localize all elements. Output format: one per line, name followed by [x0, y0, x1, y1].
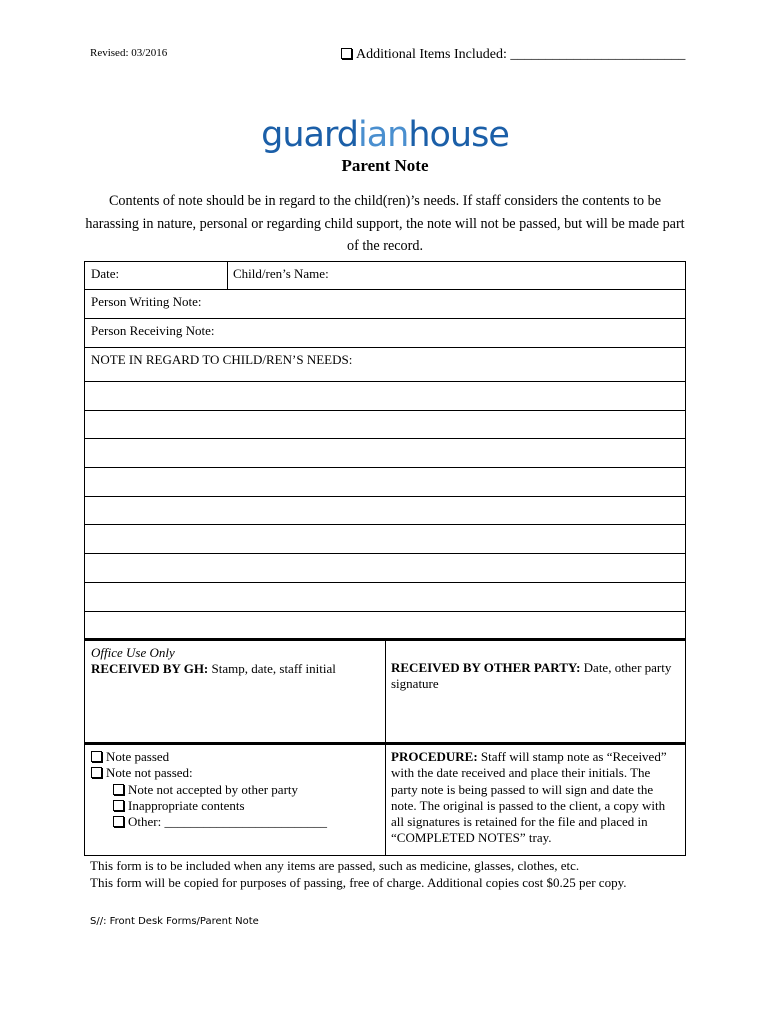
revised-date: Revised: 03/2016 [90, 47, 168, 59]
footer-line-2: This form will be copied for purposes of passing, free of charge. Additional copies cost $0.25 per copy. [90, 875, 627, 890]
intro-text: Contents of note should be in regard to the child(ren)’s needs. If staff considers the contents to be harassing in nature, personal or regarding child support, the note will not be passed, but will be made part of the record. [85, 193, 685, 254]
received-other-text: Date, other party signature [391, 660, 672, 692]
checkbox-icon[interactable] [113, 816, 124, 827]
note-line[interactable] [85, 411, 685, 440]
note-form [84, 261, 686, 641]
note-not-passed-label: Note not passed: [106, 765, 193, 781]
date-children-row [85, 262, 685, 290]
additional-items-checkbox[interactable] [341, 48, 352, 59]
additional-items-label: Additional Items Included: _________________________ [356, 47, 686, 62]
note-line[interactable] [85, 525, 685, 554]
checkbox-icon[interactable] [113, 784, 124, 795]
cell-divider [227, 262, 228, 289]
footer-notes [90, 857, 626, 891]
note-not-passed-option[interactable] [91, 765, 327, 781]
document-path: S//: Front Desk Forms/Parent Note [90, 916, 259, 927]
note-line[interactable] [85, 497, 685, 526]
received-gh-text: Stamp, date, staff initial [208, 661, 336, 676]
footer-line-1: This form is to be included when any items are passed, such as medicine, glasses, clothes, etc. [90, 858, 580, 873]
checkbox-icon[interactable] [113, 800, 124, 811]
office-use-label: Office Use Only [91, 645, 175, 660]
logo-part-2: ian [357, 115, 409, 155]
guardian-house-logo [0, 115, 770, 155]
pass-status-list [91, 749, 327, 830]
procedure-text [391, 749, 677, 847]
checkbox-icon[interactable] [91, 767, 102, 778]
note-line[interactable] [85, 583, 685, 612]
person-writing-field[interactable]: Person Writing Note: [91, 294, 202, 309]
office-use-section [84, 638, 686, 856]
row-divider [85, 742, 685, 745]
received-by-other-party [391, 660, 677, 693]
received-by-gh [91, 661, 336, 677]
note-line[interactable] [85, 468, 685, 497]
cell-divider [385, 641, 386, 855]
date-field[interactable]: Date: [91, 266, 120, 281]
procedure-body: Staff will stamp note as “Received” with the date received and place their initials. The party note is being passed to will sign and date the note. The original is passed to the client, a copy with all signatures is retained for the file and placed in “COMPLETED NOTES” tray. [391, 749, 667, 846]
note-passed-label: Note passed [106, 749, 170, 764]
received-gh-heading: RECEIVED BY GH: [91, 661, 209, 676]
procedure-heading: PROCEDURE: [391, 749, 478, 764]
note-header-row [85, 348, 685, 382]
other-option[interactable] [91, 814, 327, 830]
children-name-field[interactable]: Child/ren’s Name: [233, 266, 329, 281]
inappropriate-label: Inappropriate contents [128, 797, 245, 813]
other-label: Other: _________________________ [128, 814, 327, 830]
note-line[interactable] [85, 382, 685, 411]
receiver-row [85, 319, 685, 348]
note-line[interactable] [85, 612, 685, 641]
page-title: Parent Note [341, 156, 429, 175]
writer-row [85, 290, 685, 319]
note-passed-option[interactable] [91, 749, 327, 765]
not-accepted-option[interactable] [91, 782, 327, 798]
inappropriate-option[interactable] [91, 798, 327, 814]
logo-part-1: guard [261, 115, 358, 155]
additional-items[interactable] [341, 47, 685, 63]
not-accepted-label: Note not accepted by other party [128, 781, 299, 797]
note-label: NOTE IN REGARD TO CHILD/REN’S NEEDS: [91, 352, 353, 367]
note-line[interactable] [85, 439, 685, 468]
received-other-heading: RECEIVED BY OTHER PARTY: [391, 660, 581, 675]
person-receiving-field[interactable]: Person Receiving Note: [91, 323, 215, 338]
note-line[interactable] [85, 554, 685, 583]
logo-part-3: house [408, 115, 509, 155]
checkbox-icon[interactable] [91, 751, 102, 762]
